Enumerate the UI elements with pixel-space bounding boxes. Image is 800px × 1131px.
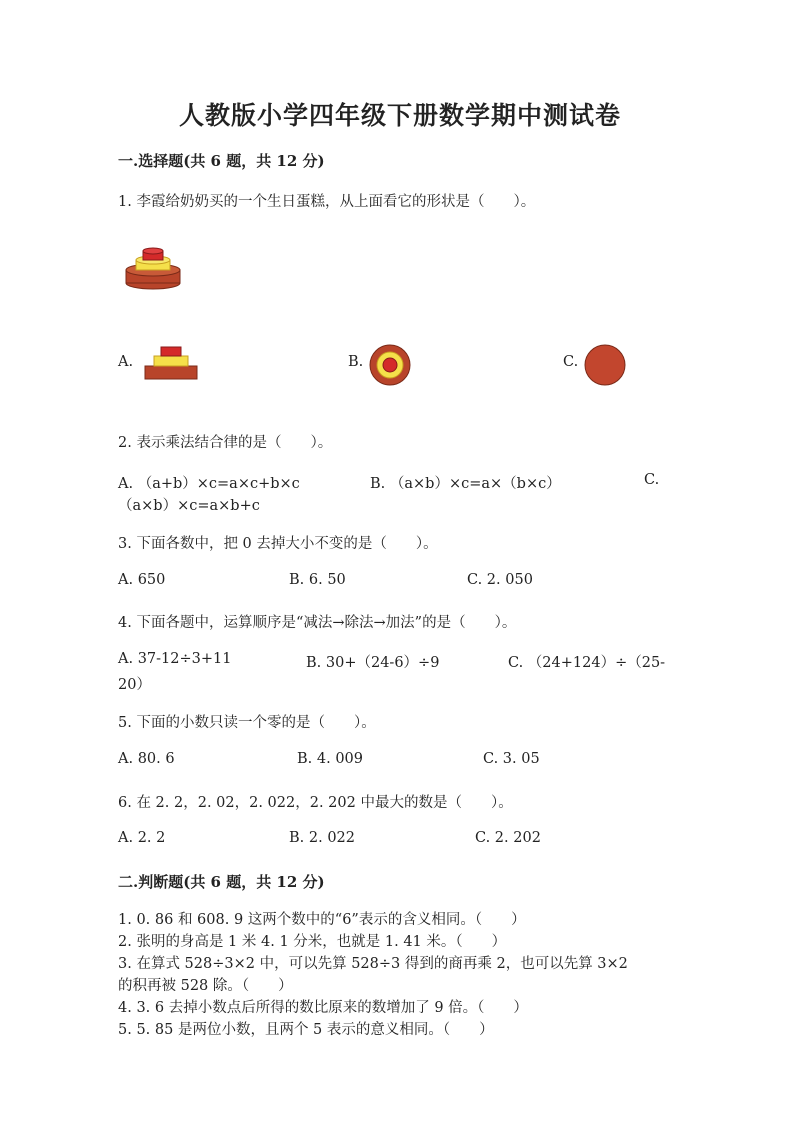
question-4: 4. 下面各题中，运算顺序是“减法→除法→加法”的是（ ）。 [118,615,517,631]
question-1: 1. 李霞给奶奶买的一个生日蛋糕，从上面看它的形状是（ ）。 [118,194,536,210]
cake-front-view-icon [144,344,198,380]
question-3: 3. 下面各数中，把 0 去掉大小不变的是（ ）。 [118,536,438,552]
q2-option-a: A. （a+b）×c=a×c+b×c [118,476,300,492]
cake-circle-icon [584,344,626,386]
q5-option-b: B. 4. 009 [297,751,363,767]
question-6: 6. 在 2. 2，2. 02，2. 022，2. 202 中最大的数是（ ）。 [118,795,513,811]
q3-option-a: A. 650 [118,572,166,588]
q2-option-c-continued: （a×b）×c=a×b+c [118,498,260,514]
question-2: 2. 表示乘法结合律的是（ ）。 [118,435,333,451]
judgement-item-continued: 的积再被 528 除。（ ） [118,978,293,994]
q4-option-a: A. 37-12÷3+11 [118,651,232,667]
judgement-item: 3. 在算式 528÷3×2 中，可以先算 528÷3 得到的商再乘 2，也可以先算 3×2 [118,956,628,972]
judgement-item: 2. 张明的身高是 1 米 4. 1 分米，也就是 1. 41 米。（ ） [118,934,507,950]
q6-option-a: A. 2. 2 [118,830,166,846]
q4-option-b: B. 30+（24-6）÷9 [306,655,440,671]
q6-option-c: C. 2. 202 [475,830,541,846]
q3-option-b: B. 6. 50 [289,572,346,588]
judgement-item: 4. 3. 6 去掉小数点后所得的数比原来的数增加了 9 倍。（ ） [118,1000,528,1016]
q4-option-c-continued: 20） [118,677,151,693]
q2-option-c: C. [644,472,660,488]
section-heading-choice: 一.选择题(共 6 题，共 12 分) [118,152,325,170]
q5-option-a: A. 80. 6 [118,751,175,767]
page-title: 人教版小学四年级下册数学期中测试卷 [178,101,621,130]
q2-option-b: B. （a×b）×c=a×（b×c） [370,476,561,492]
q4-option-c: C. （24+124）÷（25- [508,655,666,671]
judgement-item: 5. 5. 85 是两位小数，且两个 5 表示的意义相同。（ ） [118,1022,494,1038]
q5-option-c: C. 3. 05 [483,751,540,767]
cake-top-view-rings-icon [369,344,411,386]
question-5: 5. 下面的小数只读一个零的是（ ）。 [118,715,376,731]
q1-option-a-label: A. [118,354,134,370]
q3-option-c: C. 2. 050 [467,572,533,588]
judgement-item: 1. 0. 86 和 608. 9 这两个数中的“6”表示的含义相同。（ ） [118,912,526,928]
q1-option-c-label: C. [563,354,579,370]
section-heading-judgement: 二.判断题(共 6 题，共 12 分) [118,873,325,891]
cake-3d-image [124,246,182,290]
q1-option-b-label: B. [348,354,364,370]
q6-option-b: B. 2. 022 [289,830,355,846]
